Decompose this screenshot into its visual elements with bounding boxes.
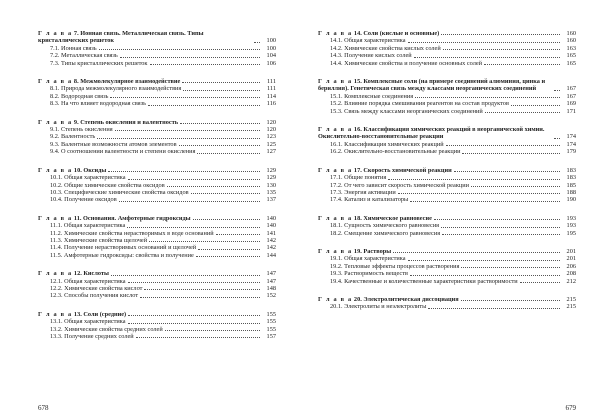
page-ref: 185 — [566, 181, 576, 189]
leader-dots — [127, 227, 260, 228]
toc-section-entry[interactable] — [318, 270, 576, 277]
page-ref: 163 — [566, 44, 576, 52]
toc-chapter-heading[interactable] — [318, 215, 576, 222]
section-title: 18.1. Сущность химического равновесия — [330, 222, 440, 230]
page-ref: 208 — [566, 270, 576, 278]
section-title: 8.1. Природа межмолекулярного взаимодействия — [50, 85, 182, 93]
leader-dots — [179, 145, 260, 146]
page-ref: 201 — [566, 247, 576, 255]
toc-section-entry[interactable] — [318, 52, 576, 59]
section-title: 10.1. Общая характеристика — [50, 174, 126, 182]
section-title: 19.2. Тепловые эффекты процессов растворения — [330, 262, 460, 270]
page-ref: 190 — [566, 196, 576, 204]
page-ref: 155 — [266, 310, 276, 318]
right-page — [300, 0, 600, 420]
chapter-title: 13. Соли (средние) — [73, 310, 127, 318]
toc-section-entry[interactable] — [38, 100, 276, 107]
page-ref: 174 — [566, 133, 576, 141]
page-ref: 183 — [566, 166, 576, 174]
leader-dots — [388, 179, 560, 180]
section-title: 15.3. Связь между классами неорганических соединений — [330, 107, 483, 115]
toc-section-entry[interactable] — [38, 196, 276, 203]
section-title: 20.1. Электролиты и неэлектролиты — [330, 303, 427, 311]
page-ref: 129 — [266, 166, 276, 174]
leader-dots — [128, 179, 260, 180]
toc-section-entry[interactable] — [38, 230, 276, 237]
page-ref: 193 — [566, 214, 576, 222]
section-title: 17.4. Катализ и катализаторы — [330, 196, 409, 204]
page-ref: 120 — [266, 126, 276, 134]
toc-chapter — [318, 30, 576, 67]
toc-section-entry[interactable] — [38, 252, 276, 259]
toc-chapter-heading[interactable] — [318, 167, 576, 174]
leader-dots — [108, 171, 260, 172]
page-ref: 144 — [266, 251, 276, 259]
section-title: 10.4. Получение оксидов — [50, 196, 117, 204]
toc-section-entry[interactable] — [318, 100, 576, 107]
toc-chapter-heading[interactable] — [318, 30, 576, 37]
section-title: 10.3. Специфические химические свойства оксидов — [50, 188, 189, 196]
toc-section-entry[interactable] — [318, 263, 576, 270]
page-ref: 140 — [266, 214, 276, 222]
toc-chapter-heading[interactable] — [38, 167, 276, 174]
page-ref: 127 — [266, 148, 276, 156]
leader-dots — [115, 130, 260, 131]
leader-dots — [110, 97, 260, 98]
toc-section-entry[interactable] — [318, 303, 576, 310]
toc-section-entry[interactable] — [38, 237, 276, 244]
leader-dots — [410, 201, 560, 202]
toc-section-entry[interactable] — [318, 196, 576, 203]
leader-dots — [461, 300, 560, 301]
section-title: 19.1. Общая характеристика — [330, 255, 406, 263]
chapter-label: Г л а в а — [38, 214, 73, 222]
section-title: 16.2. Окислительно-восстановительные реакции — [330, 148, 461, 156]
leader-dots — [410, 275, 560, 276]
page-ref: 147 — [266, 270, 276, 278]
chapter-title: 15. Комплексные соли (на примере соединений алюминия, цинка и бериллия). Генетическая связь между классами неорганических соединений — [318, 78, 546, 93]
toc-chapter-heading[interactable] — [318, 78, 576, 93]
section-title: 12.2. Химические свойства кислот — [50, 284, 143, 292]
toc-section-entry[interactable] — [318, 189, 576, 196]
toc-section-entry[interactable] — [318, 222, 576, 229]
page-ref: 123 — [266, 133, 276, 141]
section-title: 7.2. Металлическая связь — [50, 52, 118, 60]
toc-section-entry[interactable] — [38, 85, 276, 92]
toc-chapter-heading[interactable] — [38, 215, 276, 222]
leader-dots — [216, 234, 260, 235]
leader-dots — [415, 97, 560, 98]
page-ref: 147 — [266, 277, 276, 285]
section-title: 17.3. Энергия активации — [330, 188, 396, 196]
chapter-title: 10. Оксиды — [73, 166, 107, 174]
chapter-title: 12. Кислоты — [73, 270, 109, 278]
section-title: 14.1. Общая характеристика — [330, 37, 406, 45]
toc-chapter-heading[interactable] — [38, 270, 276, 277]
leader-dots — [443, 49, 560, 50]
leader-dots — [446, 145, 560, 146]
page-ref: 141 — [266, 229, 276, 237]
page-ref: 167 — [566, 85, 576, 93]
page-ref: 100 — [266, 44, 276, 52]
leader-dots — [193, 219, 260, 220]
section-title: 11.1. Общая характеристика — [50, 222, 126, 230]
toc-section-entry[interactable] — [38, 45, 276, 52]
toc-chapter — [318, 215, 576, 237]
toc-chapter — [318, 78, 576, 115]
section-title: 9.3. Валентные возможности атомов элементов — [50, 140, 177, 148]
leader-dots — [393, 252, 560, 253]
toc-section-entry[interactable] — [38, 292, 276, 299]
leader-dots — [128, 282, 260, 283]
page-ref: 104 — [266, 52, 276, 60]
chapter-label: Г л а в а — [318, 30, 353, 37]
page-ref: 114 — [266, 92, 276, 100]
chapter-title: 18. Химическое равновесие — [353, 214, 432, 222]
chapter-label: Г л а в а — [38, 78, 73, 86]
leader-dots — [120, 57, 260, 58]
chapter-label: Г л а в а — [318, 78, 353, 86]
toc-chapter — [38, 119, 276, 156]
toc-section-entry[interactable] — [38, 182, 276, 189]
leader-dots — [408, 260, 560, 261]
leader-dots — [434, 219, 560, 220]
toc-chapter-heading[interactable] — [318, 126, 576, 141]
section-title: 13.2. Химические свойства средних солей — [50, 325, 163, 333]
page-ref: 155 — [266, 318, 276, 326]
leader-dots — [128, 315, 260, 316]
leader-dots — [428, 308, 560, 309]
leader-dots — [554, 138, 560, 139]
page-ref: 106 — [266, 59, 276, 67]
page-ref: 155 — [266, 325, 276, 333]
chapter-title: 19. Растворы — [353, 247, 392, 255]
toc-section-entry[interactable] — [318, 93, 576, 100]
section-title: 13.1. Общая характеристика — [50, 318, 126, 326]
leader-dots — [197, 153, 260, 154]
page-ref: 100 — [266, 37, 276, 45]
leader-dots — [454, 171, 560, 172]
page-ref: 140 — [266, 222, 276, 230]
leader-dots — [414, 57, 560, 58]
chapter-title: 7. Ионная связь. Металлическая связь. Типы кристаллических решеток — [38, 30, 204, 45]
leader-dots — [511, 105, 560, 106]
page-ref: 160 — [566, 37, 576, 45]
chapter-label: Г л а в а — [38, 118, 73, 126]
section-title: 10.2. Общие химические свойства оксидов — [50, 181, 165, 189]
section-title: 14.3. Получение кислых солей — [330, 52, 412, 60]
toc-section-entry[interactable] — [318, 45, 576, 52]
toc-section-entry[interactable] — [38, 326, 276, 333]
leader-dots — [554, 90, 560, 91]
section-title: 17.2. От чего зависит скорость химической реакции — [330, 181, 469, 189]
page-ref: 215 — [566, 295, 576, 303]
section-title: 11.2. Химические свойства нерастворимых в воде оснований — [50, 229, 214, 237]
toc-section-entry[interactable] — [318, 174, 576, 181]
toc-chapter-heading[interactable] — [318, 296, 576, 303]
section-title: 9.4. О соотношении валентности и степени окисления — [50, 148, 196, 156]
page-ref: 167 — [566, 92, 576, 100]
toc-section-entry[interactable] — [38, 285, 276, 292]
toc-section-entry[interactable] — [318, 255, 576, 262]
section-title: 7.3. Типы кристаллических решеток — [50, 59, 148, 67]
page-number: 679 — [565, 404, 576, 412]
toc-section-entry[interactable] — [38, 222, 276, 229]
leader-dots — [148, 105, 260, 106]
section-title: 15.1. Комплексные соединения — [330, 92, 414, 100]
leader-dots — [97, 138, 260, 139]
section-title: 19.4. Качественные и количественные характеристики растворимости — [330, 277, 518, 285]
chapter-label: Г л а в а — [318, 166, 353, 174]
leader-dots — [144, 289, 260, 290]
page-ref: 120 — [266, 118, 276, 126]
leader-dots — [441, 34, 560, 35]
chapter-label: Г л а в а — [38, 166, 73, 174]
toc-chapter — [38, 78, 276, 108]
chapter-label: Г л а в а — [318, 214, 353, 222]
leader-dots — [485, 112, 560, 113]
page-ref: 174 — [566, 140, 576, 148]
page-ref: 137 — [266, 196, 276, 204]
leader-dots — [484, 64, 560, 65]
section-title: 9.2. Валентность — [50, 133, 96, 141]
toc-chapter — [318, 126, 576, 156]
toc-section-entry[interactable] — [38, 52, 276, 59]
leader-dots — [398, 193, 560, 194]
leader-dots — [191, 193, 260, 194]
page-ref: 130 — [266, 181, 276, 189]
chapter-label: Г л а в а — [38, 310, 73, 318]
toc-chapter — [38, 215, 276, 259]
toc-section-entry[interactable] — [38, 333, 276, 340]
toc-section-entry[interactable] — [38, 278, 276, 285]
chapter-title: 8. Межмолекулярное взаимодействие — [73, 78, 181, 86]
section-title: 16.1. Классификация химических реакций — [330, 140, 444, 148]
chapter-label: Г л а в а — [318, 295, 353, 303]
leader-dots — [165, 330, 260, 331]
toc-chapter-heading[interactable] — [38, 30, 276, 45]
section-title: 11.3. Химические свойства щелочей — [50, 236, 148, 244]
leader-dots — [119, 201, 260, 202]
toc-chapter-heading[interactable] — [38, 311, 276, 318]
toc-chapter — [318, 296, 576, 311]
page-number: 678 — [38, 404, 49, 412]
page-ref: 206 — [566, 262, 576, 270]
chapter-label: Г л а в а — [38, 270, 73, 278]
page-ref: 193 — [566, 222, 576, 230]
toc-section-entry[interactable] — [38, 318, 276, 325]
section-title: 15.2. Влияние порядка смешивания реагентов на состав продуктов — [330, 100, 509, 108]
toc-section-entry[interactable] — [38, 244, 276, 251]
leader-dots — [442, 234, 560, 235]
page-ref: 179 — [566, 148, 576, 156]
leader-dots — [180, 123, 260, 124]
leader-dots — [183, 90, 260, 91]
section-title: 8.3. На что влияет водородная связь — [50, 100, 147, 108]
leader-dots — [111, 275, 260, 276]
leader-dots — [136, 337, 260, 338]
toc-section-entry[interactable] — [318, 148, 576, 155]
toc-chapter — [38, 167, 276, 204]
leader-dots — [150, 64, 261, 65]
section-title: 19.3. Растворимость веществ — [330, 270, 408, 278]
section-title: 12.1. Общая характеристика — [50, 277, 126, 285]
section-title: 14.4. Химические свойства и получение основных солей — [330, 59, 483, 67]
leader-dots — [461, 267, 560, 268]
page-ref: 212 — [566, 277, 576, 285]
page-ref: 142 — [266, 236, 276, 244]
toc-section-entry[interactable] — [38, 133, 276, 140]
section-title: 12.3. Способы получения кислот — [50, 292, 139, 300]
section-title: 11.4. Получение нерастворимых оснований и щелочей — [50, 244, 197, 252]
page-ref: 160 — [566, 30, 576, 37]
page-ref: 135 — [266, 188, 276, 196]
toc-section-entry[interactable] — [38, 174, 276, 181]
chapter-title: 16. Классификация химических реакций в неорганической химии. Окислительно-восстановительные реакции — [318, 126, 545, 141]
toc-section-entry[interactable] — [38, 126, 276, 133]
toc-section-entry[interactable] — [318, 278, 576, 285]
toc-chapter — [318, 248, 576, 285]
page-ref: 215 — [566, 303, 576, 311]
page-ref: 152 — [266, 292, 276, 300]
leader-dots — [198, 249, 260, 250]
toc-section-entry[interactable] — [318, 182, 576, 189]
toc-section-entry[interactable] — [318, 141, 576, 148]
leader-dots — [408, 42, 560, 43]
leader-dots — [99, 49, 260, 50]
section-title: 8.2. Водородная связь — [50, 92, 109, 100]
toc-chapter — [38, 270, 276, 300]
toc-section-entry[interactable] — [318, 60, 576, 67]
page-ref: 195 — [566, 229, 576, 237]
chapter-title: 17. Скорость химической реакции — [353, 166, 452, 174]
section-title: 17.1. Общие понятия — [330, 174, 387, 182]
page-ref: 169 — [566, 100, 576, 108]
chapter-label: Г л а в а — [318, 126, 353, 134]
leader-dots — [471, 186, 560, 187]
toc-section-entry[interactable] — [318, 230, 576, 237]
toc-chapter — [38, 30, 276, 67]
toc-section-entry[interactable] — [38, 189, 276, 196]
page-ref: 116 — [266, 100, 276, 108]
page-ref: 148 — [266, 284, 276, 292]
page-ref: 188 — [566, 188, 576, 196]
chapter-label: Г л а в а — [318, 247, 353, 255]
toc-chapter-heading[interactable] — [318, 248, 576, 255]
page-ref: 129 — [266, 174, 276, 182]
leader-dots — [149, 241, 260, 242]
leader-dots — [462, 153, 560, 154]
page-ref: 171 — [566, 107, 576, 115]
page-ref: 165 — [566, 52, 576, 60]
toc-chapter — [38, 311, 276, 341]
chapter-title: 20. Электролитическая диссоциация — [353, 295, 459, 303]
chapter-title: 9. Степень окисления и валентность — [73, 118, 179, 126]
section-title: 18.2. Смещение химического равновесия — [330, 229, 441, 237]
section-title: 7.1. Ионная связь — [50, 44, 97, 52]
toc-chapter-heading[interactable] — [38, 78, 276, 85]
page-ref: 111 — [267, 78, 276, 86]
page-ref: 111 — [267, 85, 276, 93]
page-ref: 201 — [566, 255, 576, 263]
section-title: 13.3. Получение средних солей — [50, 333, 134, 340]
toc-section-entry[interactable] — [38, 60, 276, 67]
leader-dots — [196, 256, 260, 257]
toc-section-entry[interactable] — [38, 141, 276, 148]
leader-dots — [140, 297, 260, 298]
page-ref: 157 — [266, 333, 276, 340]
leader-dots — [520, 282, 560, 283]
page-ref: 165 — [566, 59, 576, 67]
page-ref: 142 — [266, 244, 276, 252]
chapter-title: 11. Основания. Амфотерные гидроксиды — [73, 214, 191, 222]
chapter-label: Г л а в а — [38, 30, 73, 37]
section-title: 11.5. Амфотерные гидроксиды: свойства и получение — [50, 251, 194, 259]
toc-chapter — [318, 167, 576, 204]
page-ref: 183 — [566, 174, 576, 182]
leader-dots — [167, 186, 260, 187]
leader-dots — [254, 42, 260, 43]
page-ref: 125 — [266, 140, 276, 148]
toc-section-entry[interactable] — [318, 108, 576, 115]
toc-section-entry[interactable] — [38, 93, 276, 100]
chapter-title: 14. Соли (кислые и основные) — [353, 30, 440, 37]
leader-dots — [441, 227, 560, 228]
toc-section-entry[interactable] — [38, 148, 276, 155]
toc-chapter-heading[interactable] — [38, 119, 276, 126]
section-title: 9.1. Степень окисления — [50, 126, 113, 134]
leader-dots — [128, 323, 260, 324]
section-title: 14.2. Химические свойства кислых солей — [330, 44, 441, 52]
leader-dots — [182, 82, 260, 83]
toc-section-entry[interactable] — [318, 37, 576, 44]
